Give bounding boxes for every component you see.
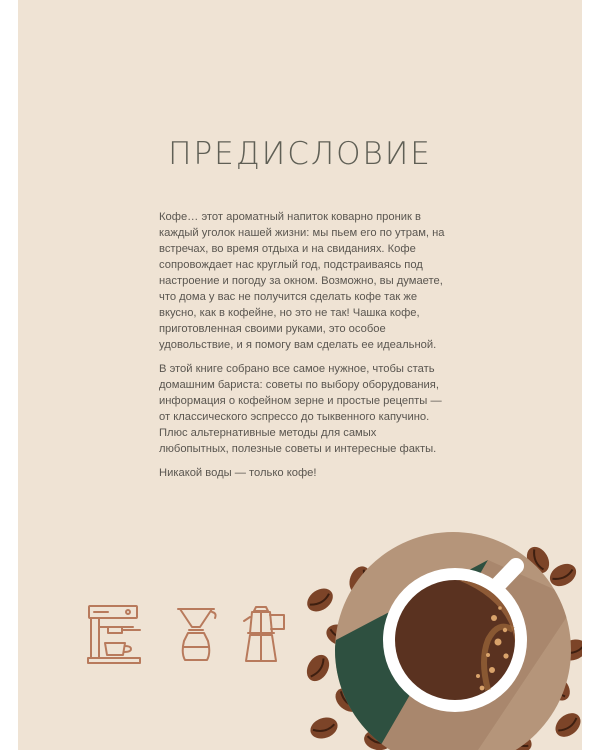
coffee-cup-illustration — [18, 0, 582, 750]
paragraph-3: Никакой воды — только кофе! — [159, 467, 317, 479]
paragraph-1: Кофе… этот ароматный напиток коварно проник в каждый уголок нашей жизни: мы пьем его по утрам, на встречах, во время отдыха и на свиданиях. Кофе сопровождает нас круглый год, подстраиваясь под настроение и погоду за окном. Возможно, вы думаете, что дома у вас не получится сделать кофе так же вкусно, как в кофейне, но это не так! Чашка кофе, приготовленная своими руками, это особое удовольствие, и я помогу вам сделать ее идеальной. — [159, 211, 445, 351]
book-page — [18, 0, 582, 750]
page-title: ПРЕДИСЛОВИЕ — [168, 136, 432, 172]
paragraph-2: В этой книге собрано все самое нужное, чтобы стать домашним бариста: советы по выбору оборудования, информация о кофейном зерне и простые рецепты — от классического эспрессо до тыквенного капучино. Плюс альтернативные методы для самых любопытных, полезные советы и интересные факты. — [159, 363, 442, 455]
